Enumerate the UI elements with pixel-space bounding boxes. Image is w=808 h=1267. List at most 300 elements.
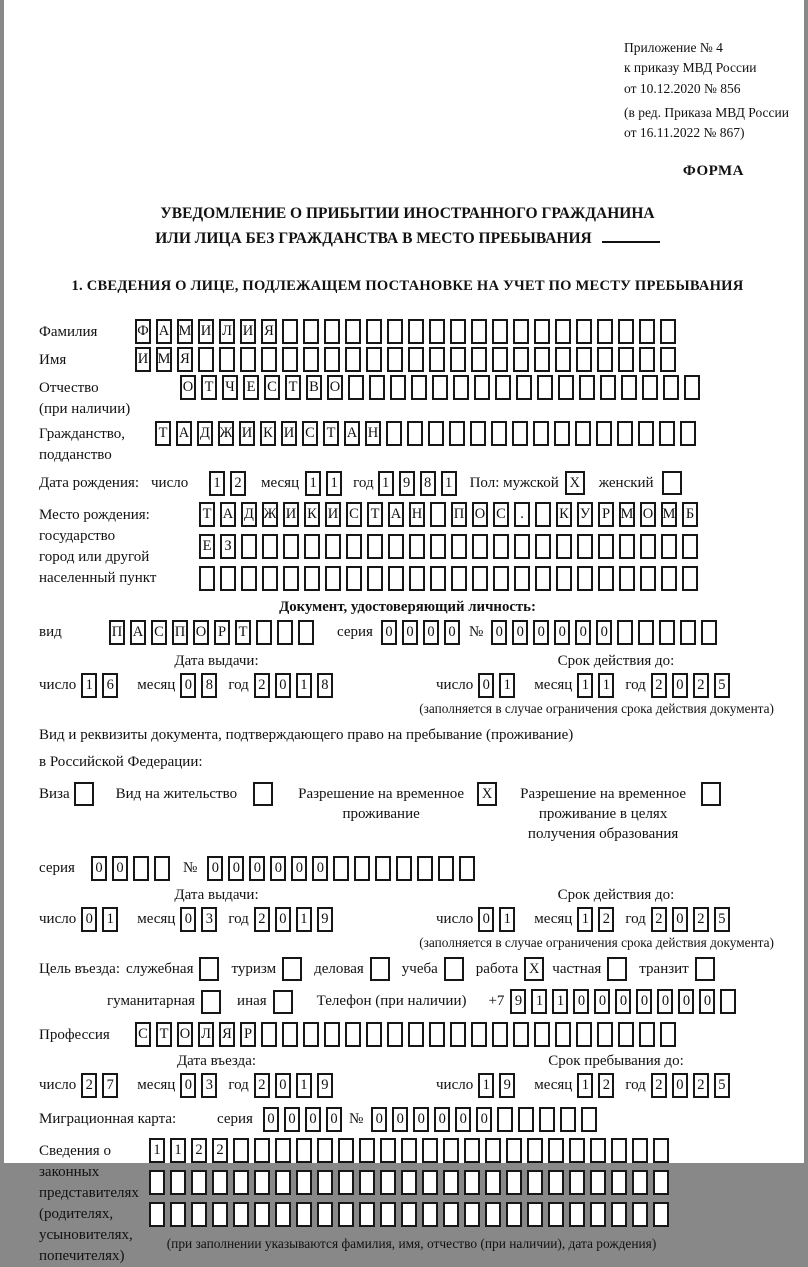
form-cell[interactable] [432,375,448,400]
form-cell[interactable] [338,1138,354,1163]
form-cell[interactable] [422,1170,438,1195]
form-cell[interactable]: 0 [413,1107,429,1132]
form-cell[interactable]: 0 [573,989,589,1014]
form-cell[interactable] [380,1170,396,1195]
form-cell[interactable] [262,566,278,591]
form-cell[interactable] [191,1170,207,1195]
form-cell[interactable]: С [493,502,509,527]
form-cell[interactable]: 2 [191,1138,207,1163]
form-cell[interactable]: 1 [441,471,457,496]
form-cell[interactable] [170,1202,186,1227]
form-cell[interactable] [429,319,445,344]
form-cell[interactable] [303,319,319,344]
form-cell[interactable] [275,1170,291,1195]
form-cell[interactable] [277,620,293,645]
form-cell[interactable] [618,319,634,344]
form-cell[interactable] [317,1202,333,1227]
form-cell[interactable]: И [198,319,214,344]
form-cell[interactable] [539,1107,555,1132]
form-cell[interactable] [569,1170,585,1195]
form-cell[interactable]: 0 [476,1107,492,1132]
form-cell[interactable]: 0 [207,856,223,881]
form-cell[interactable]: А [176,421,192,446]
form-cell[interactable] [611,1202,627,1227]
form-cell[interactable] [417,856,433,881]
form-cell[interactable] [450,1022,466,1047]
form-cell[interactable]: Т [199,502,215,527]
form-cell[interactable] [154,856,170,881]
checkbox-male[interactable]: X [565,471,585,495]
form-cell[interactable] [527,1170,543,1195]
form-cell[interactable]: 0 [533,620,549,645]
form-cell[interactable] [554,421,570,446]
form-cell[interactable] [560,1107,576,1132]
form-cell[interactable]: 1 [296,907,312,932]
form-cell[interactable]: 0 [575,620,591,645]
form-cell[interactable]: Е [199,534,215,559]
form-cell[interactable] [548,1138,564,1163]
form-cell[interactable]: Н [365,421,381,446]
form-cell[interactable]: Р [598,502,614,527]
form-cell[interactable]: Д [241,502,257,527]
form-cell[interactable] [535,534,551,559]
form-cell[interactable] [569,1202,585,1227]
form-cell[interactable]: 2 [693,907,709,932]
form-cell[interactable] [660,347,676,372]
form-cell[interactable] [684,375,700,400]
form-cell[interactable] [359,1170,375,1195]
form-cell[interactable] [388,566,404,591]
form-cell[interactable]: 0 [275,1073,291,1098]
form-cell[interactable]: 0 [91,856,107,881]
form-cell[interactable] [325,534,341,559]
form-cell[interactable] [325,566,341,591]
form-cell[interactable]: 0 [678,989,694,1014]
form-cell[interactable]: 8 [420,471,436,496]
form-cell[interactable] [598,534,614,559]
form-cell[interactable] [537,375,553,400]
form-cell[interactable] [492,347,508,372]
form-cell[interactable] [411,375,427,400]
form-cell[interactable]: 1 [378,471,394,496]
form-cell[interactable] [408,319,424,344]
form-cell[interactable] [493,534,509,559]
form-cell[interactable] [443,1202,459,1227]
form-cell[interactable]: 2 [598,907,614,932]
form-cell[interactable]: 0 [434,1107,450,1132]
form-cell[interactable] [464,1170,480,1195]
form-cell[interactable]: 0 [455,1107,471,1132]
form-cell[interactable] [680,620,696,645]
form-cell[interactable] [548,1170,564,1195]
form-cell[interactable] [639,347,655,372]
form-cell[interactable] [443,1138,459,1163]
form-cell[interactable] [527,1202,543,1227]
form-cell[interactable]: Я [261,319,277,344]
form-cell[interactable] [262,534,278,559]
form-cell[interactable] [514,534,530,559]
form-cell[interactable]: Ж [262,502,278,527]
form-cell[interactable] [597,319,613,344]
form-cell[interactable]: И [240,319,256,344]
form-cell[interactable] [408,1022,424,1047]
form-cell[interactable] [471,1022,487,1047]
form-cell[interactable] [149,1202,165,1227]
form-cell[interactable] [617,620,633,645]
form-cell[interactable]: 0 [180,673,196,698]
form-cell[interactable]: 0 [275,673,291,698]
form-cell[interactable] [556,566,572,591]
form-cell[interactable] [640,566,656,591]
form-cell[interactable]: 0 [326,1107,342,1132]
form-cell[interactable] [282,347,298,372]
form-cell[interactable] [659,620,675,645]
form-cell[interactable] [659,421,675,446]
form-cell[interactable] [430,534,446,559]
form-cell[interactable] [590,1170,606,1195]
form-cell[interactable] [430,566,446,591]
form-cell[interactable]: М [177,319,193,344]
form-cell[interactable] [240,347,256,372]
form-cell[interactable] [367,534,383,559]
form-cell[interactable]: Н [409,502,425,527]
form-cell[interactable] [632,1138,648,1163]
form-cell[interactable] [348,375,364,400]
form-cell[interactable]: 2 [230,471,246,496]
form-cell[interactable] [345,319,361,344]
form-cell[interactable] [598,566,614,591]
form-cell[interactable] [534,319,550,344]
form-cell[interactable] [596,421,612,446]
form-cell[interactable]: 1 [478,1073,494,1098]
form-cell[interactable]: А [388,502,404,527]
form-cell[interactable] [576,1022,592,1047]
form-cell[interactable] [338,1202,354,1227]
form-cell[interactable] [653,1202,669,1227]
form-cell[interactable]: М [156,347,172,372]
form-cell[interactable] [387,1022,403,1047]
form-cell[interactable] [359,1138,375,1163]
form-cell[interactable]: 5 [714,673,730,698]
form-cell[interactable] [451,534,467,559]
form-cell[interactable] [233,1170,249,1195]
form-cell[interactable] [282,319,298,344]
form-cell[interactable]: 8 [317,673,333,698]
form-cell[interactable]: Б [682,502,698,527]
form-cell[interactable] [513,319,529,344]
checkbox-visa[interactable] [74,782,94,806]
form-cell[interactable] [409,566,425,591]
form-cell[interactable] [506,1138,522,1163]
form-cell[interactable] [366,1022,382,1047]
form-cell[interactable] [513,1022,529,1047]
form-cell[interactable] [720,989,736,1014]
form-cell[interactable] [438,856,454,881]
form-cell[interactable]: 0 [392,1107,408,1132]
form-cell[interactable]: У [577,502,593,527]
form-cell[interactable] [304,566,320,591]
form-cell[interactable]: 2 [693,673,709,698]
form-cell[interactable] [618,1022,634,1047]
form-cell[interactable] [241,566,257,591]
form-cell[interactable]: 1 [531,989,547,1014]
form-cell[interactable]: К [260,421,276,446]
form-cell[interactable] [359,1202,375,1227]
form-cell[interactable]: Я [219,1022,235,1047]
form-cell[interactable]: 1 [170,1138,186,1163]
form-cell[interactable] [451,566,467,591]
form-cell[interactable] [619,534,635,559]
form-cell[interactable] [354,856,370,881]
form-cell[interactable]: Р [214,620,230,645]
form-cell[interactable] [283,566,299,591]
form-cell[interactable] [170,1170,186,1195]
form-cell[interactable] [653,1170,669,1195]
form-cell[interactable]: 1 [305,471,321,496]
form-cell[interactable] [617,421,633,446]
form-cell[interactable]: С [151,620,167,645]
form-cell[interactable]: 0 [228,856,244,881]
form-cell[interactable]: 3 [201,907,217,932]
form-cell[interactable]: М [619,502,635,527]
form-cell[interactable] [450,347,466,372]
form-cell[interactable] [663,375,679,400]
form-cell[interactable] [569,1138,585,1163]
form-cell[interactable]: К [304,502,320,527]
form-cell[interactable]: 2 [81,1073,97,1098]
form-cell[interactable] [639,1022,655,1047]
form-cell[interactable] [600,375,616,400]
checkbox-purpose-humanitarian[interactable] [201,990,221,1014]
form-cell[interactable]: Л [198,1022,214,1047]
form-cell[interactable] [254,1202,270,1227]
form-cell[interactable] [296,1202,312,1227]
form-cell[interactable]: О [472,502,488,527]
form-cell[interactable] [506,1202,522,1227]
form-cell[interactable]: 8 [201,673,217,698]
form-cell[interactable]: Д [197,421,213,446]
form-cell[interactable] [317,1170,333,1195]
form-cell[interactable]: 1 [577,673,593,698]
form-cell[interactable]: 1 [296,1073,312,1098]
form-cell[interactable] [579,375,595,400]
form-cell[interactable] [387,319,403,344]
form-cell[interactable] [638,620,654,645]
form-cell[interactable]: 1 [598,673,614,698]
form-cell[interactable] [513,347,529,372]
form-cell[interactable]: В [306,375,322,400]
form-cell[interactable]: 0 [284,1107,300,1132]
form-cell[interactable]: 2 [254,1073,270,1098]
form-cell[interactable] [233,1138,249,1163]
form-cell[interactable] [471,347,487,372]
form-cell[interactable] [639,319,655,344]
form-cell[interactable] [597,1022,613,1047]
form-cell[interactable]: 0 [444,620,460,645]
form-cell[interactable] [535,566,551,591]
form-cell[interactable] [304,534,320,559]
form-cell[interactable] [212,1170,228,1195]
form-cell[interactable] [338,1170,354,1195]
form-cell[interactable] [324,1022,340,1047]
form-cell[interactable] [317,1138,333,1163]
form-cell[interactable]: Т [367,502,383,527]
form-cell[interactable] [453,375,469,400]
form-cell[interactable] [254,1170,270,1195]
form-cell[interactable] [558,375,574,400]
form-cell[interactable]: С [264,375,280,400]
form-cell[interactable]: 0 [312,856,328,881]
form-cell[interactable]: 9 [499,1073,515,1098]
form-cell[interactable]: 0 [672,673,688,698]
form-cell[interactable] [345,1022,361,1047]
form-cell[interactable] [367,566,383,591]
form-cell[interactable] [506,1170,522,1195]
form-cell[interactable] [422,1138,438,1163]
checkbox-purpose-other[interactable] [273,990,293,1014]
form-cell[interactable]: А [220,502,236,527]
form-cell[interactable] [632,1202,648,1227]
form-cell[interactable] [275,1138,291,1163]
form-cell[interactable]: 0 [402,620,418,645]
checkbox-purpose-study[interactable] [444,957,464,981]
form-cell[interactable] [380,1202,396,1227]
form-cell[interactable] [661,566,677,591]
checkbox-purpose-official[interactable] [199,957,219,981]
form-cell[interactable]: 1 [499,673,515,698]
form-cell[interactable]: З [220,534,236,559]
form-cell[interactable]: 0 [512,620,528,645]
form-cell[interactable] [459,856,475,881]
form-cell[interactable] [429,347,445,372]
form-cell[interactable]: 0 [594,989,610,1014]
form-cell[interactable]: 6 [102,673,118,698]
form-cell[interactable]: О [327,375,343,400]
form-cell[interactable]: 5 [714,907,730,932]
form-cell[interactable] [576,319,592,344]
form-cell[interactable] [409,534,425,559]
form-cell[interactable] [261,1022,277,1047]
form-cell[interactable]: 2 [651,907,667,932]
form-cell[interactable] [254,1138,270,1163]
form-cell[interactable]: 0 [270,856,286,881]
form-cell[interactable] [495,375,511,400]
form-cell[interactable]: 0 [81,907,97,932]
form-cell[interactable]: 0 [275,907,291,932]
form-cell[interactable] [575,421,591,446]
form-cell[interactable]: Р [240,1022,256,1047]
form-cell[interactable] [577,566,593,591]
form-cell[interactable]: О [193,620,209,645]
form-cell[interactable] [534,1022,550,1047]
form-cell[interactable] [388,534,404,559]
form-cell[interactable]: Е [243,375,259,400]
form-cell[interactable]: 1 [577,907,593,932]
form-cell[interactable] [450,319,466,344]
checkbox-purpose-private[interactable] [607,957,627,981]
form-cell[interactable] [401,1170,417,1195]
form-cell[interactable]: Ч [222,375,238,400]
form-cell[interactable]: Т [201,375,217,400]
form-cell[interactable]: Т [323,421,339,446]
form-cell[interactable]: П [109,620,125,645]
form-cell[interactable] [660,319,676,344]
form-cell[interactable]: К [556,502,572,527]
checkbox-female[interactable] [662,471,682,495]
form-cell[interactable]: 7 [102,1073,118,1098]
form-cell[interactable]: 0 [180,1073,196,1098]
form-cell[interactable]: . [514,502,530,527]
form-cell[interactable]: Т [285,375,301,400]
form-cell[interactable]: 0 [291,856,307,881]
form-cell[interactable] [680,421,696,446]
form-cell[interactable] [428,421,444,446]
form-cell[interactable] [518,1107,534,1132]
form-cell[interactable]: 0 [672,907,688,932]
form-cell[interactable]: 0 [478,907,494,932]
form-cell[interactable] [422,1202,438,1227]
form-cell[interactable]: 0 [657,989,673,1014]
form-cell[interactable]: М [661,502,677,527]
form-cell[interactable]: 5 [714,1073,730,1098]
form-cell[interactable] [493,566,509,591]
form-cell[interactable]: С [135,1022,151,1047]
form-cell[interactable]: 9 [317,907,333,932]
form-cell[interactable] [660,1022,676,1047]
form-cell[interactable]: Ф [135,319,151,344]
form-cell[interactable]: 9 [317,1073,333,1098]
form-cell[interactable]: П [172,620,188,645]
form-cell[interactable] [333,856,349,881]
form-cell[interactable] [275,1202,291,1227]
form-cell[interactable]: 0 [615,989,631,1014]
form-cell[interactable] [220,566,236,591]
form-cell[interactable]: 0 [305,1107,321,1132]
form-cell[interactable] [233,1202,249,1227]
form-cell[interactable] [366,347,382,372]
form-cell[interactable]: 1 [552,989,568,1014]
form-cell[interactable] [219,347,235,372]
form-cell[interactable] [375,856,391,881]
form-cell[interactable] [619,566,635,591]
form-cell[interactable]: 1 [149,1138,165,1163]
form-cell[interactable]: Л [219,319,235,344]
form-cell[interactable] [514,566,530,591]
form-cell[interactable]: Т [155,421,171,446]
form-cell[interactable]: 0 [596,620,612,645]
form-cell[interactable] [512,421,528,446]
form-cell[interactable] [621,375,637,400]
form-cell[interactable] [555,319,571,344]
form-cell[interactable] [577,534,593,559]
form-cell[interactable] [386,421,402,446]
form-cell[interactable] [642,375,658,400]
checkbox-temp-residence-edu[interactable] [701,782,721,806]
form-cell[interactable] [640,534,656,559]
form-cell[interactable] [298,620,314,645]
form-cell[interactable] [449,421,465,446]
checkbox-purpose-tourism[interactable] [282,957,302,981]
form-cell[interactable] [611,1138,627,1163]
form-cell[interactable]: 0 [554,620,570,645]
form-cell[interactable] [429,1022,445,1047]
form-cell[interactable]: 2 [254,673,270,698]
form-cell[interactable] [346,566,362,591]
form-cell[interactable] [407,421,423,446]
form-cell[interactable] [390,375,406,400]
form-cell[interactable] [653,1138,669,1163]
form-cell[interactable] [590,1202,606,1227]
